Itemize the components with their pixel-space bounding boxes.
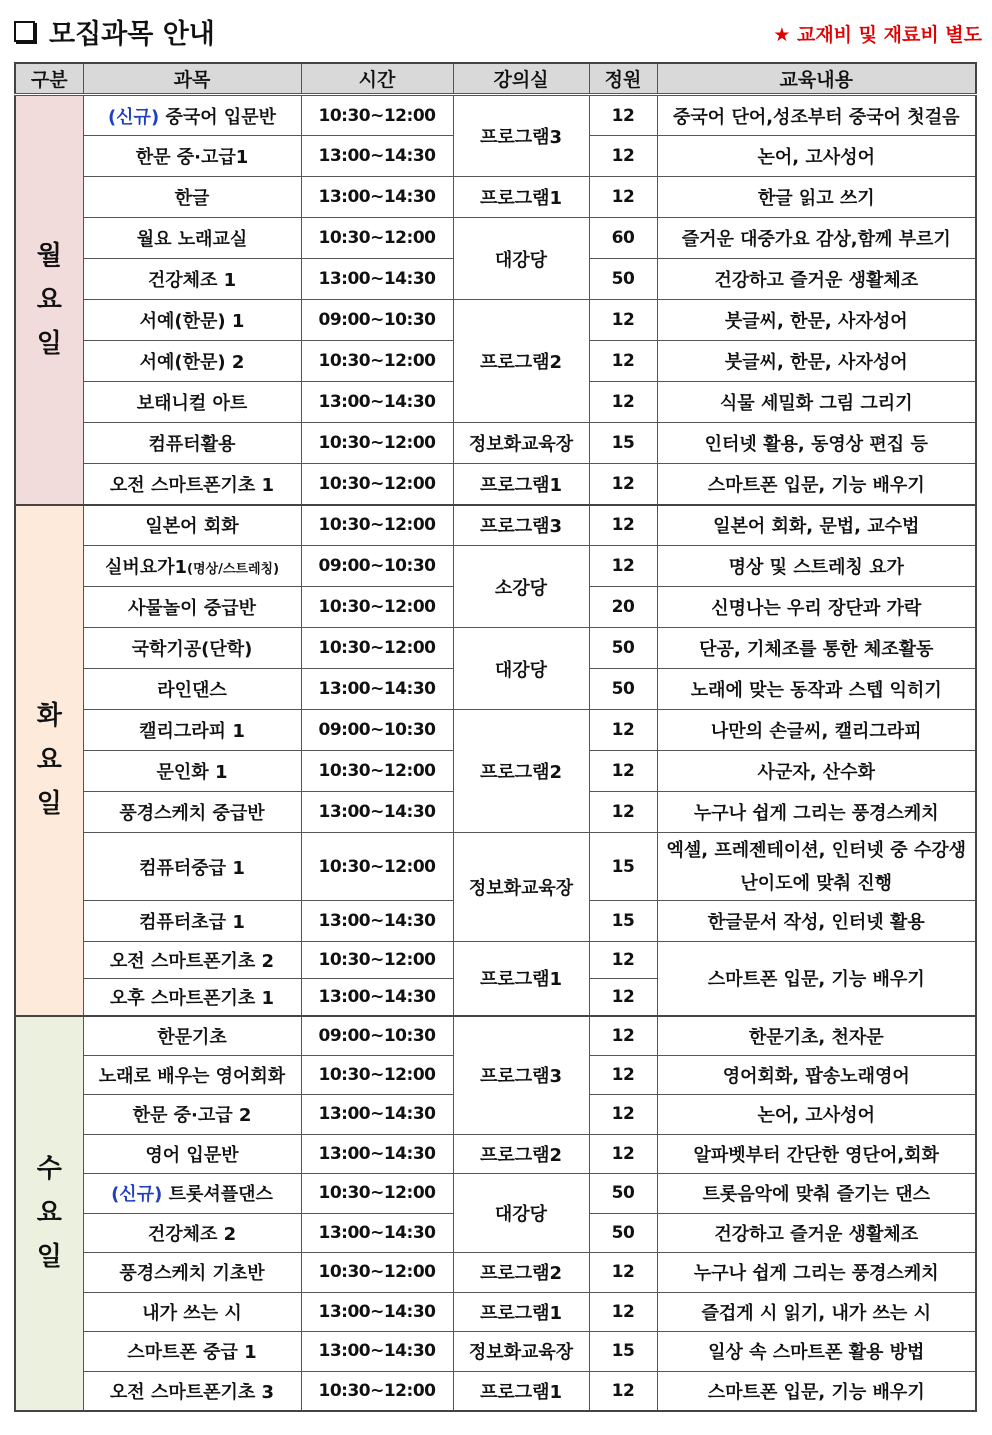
course-title: 영어 입문반 (145, 1144, 239, 1166)
capacity: 50 (589, 259, 657, 300)
capacity: 12 (589, 942, 657, 979)
course-content: 건강하고 즐거운 생활체조 (657, 259, 976, 300)
table-row (15, 628, 976, 669)
course-time: 13:00~14:30 (301, 177, 453, 218)
table-row (15, 300, 976, 341)
course-name (83, 1174, 301, 1214)
table-row (15, 505, 976, 546)
course-time: 10:30~12:00 (301, 1055, 453, 1095)
course-content: 논어, 고사성어 (657, 136, 976, 177)
course-name (83, 259, 301, 300)
classroom: 프로그램2 (453, 1134, 589, 1174)
capacity: 12 (589, 382, 657, 423)
classroom: 소강당 (453, 546, 589, 628)
course-title: 노래로 배우는 영어회화 (98, 1065, 286, 1087)
header-capacity: 정원 (589, 63, 657, 95)
capacity: 60 (589, 218, 657, 259)
course-title: 컴퓨터중급 1 (139, 857, 245, 879)
capacity: 12 (589, 979, 657, 1016)
capacity: 12 (589, 136, 657, 177)
table-row (15, 1134, 976, 1174)
course-title: 보태니컬 아트 (136, 393, 248, 414)
course-name (83, 1371, 301, 1411)
course-content: 인터넷 활용, 동영상 편집 등 (657, 423, 976, 464)
course-content: 명상 및 스트레칭 요가 (657, 546, 976, 587)
classroom: 프로그램1 (453, 464, 589, 505)
capacity: 12 (589, 710, 657, 751)
course-time: 13:00~14:30 (301, 136, 453, 177)
day-label: 화요일 (36, 701, 62, 819)
capacity: 12 (589, 464, 657, 505)
table-row (15, 942, 976, 979)
course-time: 09:00~10:30 (301, 710, 453, 751)
table-row (15, 1292, 976, 1332)
header-time: 시간 (301, 63, 453, 95)
course-title: 한문 중·고급 2 (132, 1105, 252, 1127)
course-content: 단공, 기체조를 통한 체조활동 (657, 628, 976, 669)
new-badge: (신규) (111, 1184, 163, 1206)
course-content: 건강하고 즐거운 생활체조 (657, 1213, 976, 1253)
course-name (83, 1055, 301, 1095)
course-time: 13:00~14:30 (301, 792, 453, 833)
classroom: 정보화교육장 (453, 833, 589, 942)
course-title: 서예(한문) 2 (139, 352, 245, 373)
course-title: 오전 스마트폰기초 1 (109, 474, 275, 496)
course-time: 10:30~12:00 (301, 942, 453, 979)
capacity: 12 (589, 1371, 657, 1411)
course-title: 컴퓨터초급 1 (139, 912, 245, 933)
course-name (83, 833, 301, 901)
capacity: 12 (589, 341, 657, 382)
title-text: 모집과목 안내 (49, 19, 215, 50)
day-cell (15, 1016, 83, 1411)
classroom: 프로그램2 (453, 1253, 589, 1293)
course-time: 10:30~12:00 (301, 505, 453, 546)
course-content: 한글 읽고 쓰기 (657, 177, 976, 218)
course-name (83, 1332, 301, 1372)
course-content: 트롯음악에 맞춰 즐기는 댄스 (657, 1174, 976, 1214)
classroom: 프로그램1 (453, 942, 589, 1016)
table-row (15, 1174, 976, 1214)
course-time: 10:30~12:00 (301, 423, 453, 464)
course-name (83, 901, 301, 942)
course-time: 13:00~14:30 (301, 1213, 453, 1253)
course-name (83, 218, 301, 259)
capacity: 12 (589, 1253, 657, 1293)
capacity: 15 (589, 423, 657, 464)
course-name (83, 546, 301, 587)
course-time: 10:30~12:00 (301, 341, 453, 382)
course-content: 일본어 회화, 문법, 교수법 (657, 505, 976, 546)
materials-note: ★ 교재비 및 재료비 별도 (773, 24, 982, 46)
course-time: 13:00~14:30 (301, 259, 453, 300)
course-time: 10:30~12:00 (301, 1253, 453, 1293)
course-content: 스마트폰 입문, 기능 배우기 (657, 1371, 976, 1411)
course-name (83, 1213, 301, 1253)
course-content: 알파벳부터 간단한 영단어,회화 (657, 1134, 976, 1174)
course-title: 풍경스케치 중급반 (119, 803, 265, 824)
course-name (83, 628, 301, 669)
classroom: 정보화교육장 (453, 423, 589, 464)
classroom: 대강당 (453, 218, 589, 300)
course-title: 중국어 입문반 (165, 106, 277, 128)
course-title: 오후 스마트폰기초 1 (109, 987, 275, 1009)
table-row (15, 1016, 976, 1056)
course-title: 오전 스마트폰기초 3 (109, 1381, 275, 1403)
course-time: 09:00~10:30 (301, 546, 453, 587)
capacity: 12 (589, 505, 657, 546)
classroom: 대강당 (453, 628, 589, 710)
classroom: 프로그램1 (453, 1371, 589, 1411)
course-content: 노래에 맞는 동작과 스텝 익히기 (657, 669, 976, 710)
capacity: 20 (589, 587, 657, 628)
course-content: 사군자, 산수화 (657, 751, 976, 792)
course-title: 일본어 회화 (145, 516, 239, 538)
course-title: 문인화 1 (156, 762, 228, 783)
course-title: 건강체조 2 (147, 1223, 237, 1245)
classroom: 프로그램3 (453, 505, 589, 546)
course-content: 한글문서 작성, 인터넷 활용 (657, 901, 976, 942)
course-time: 10:30~12:00 (301, 1174, 453, 1214)
course-content: 스마트폰 입문, 기능 배우기 (657, 464, 976, 505)
course-name (83, 464, 301, 505)
course-name (83, 587, 301, 628)
course-content: 스마트폰 입문, 기능 배우기 (657, 942, 976, 1016)
course-title: 서예(한문) 1 (139, 311, 245, 332)
course-time: 10:30~12:00 (301, 218, 453, 259)
capacity: 50 (589, 628, 657, 669)
course-name (83, 95, 301, 136)
capacity: 12 (589, 792, 657, 833)
course-title: 한글 (174, 188, 210, 209)
classroom: 프로그램3 (453, 95, 589, 177)
capacity: 12 (589, 300, 657, 341)
course-subtitle: (명상/스트레칭) (187, 562, 280, 577)
header-row (15, 63, 976, 95)
course-name (83, 136, 301, 177)
course-time: 13:00~14:30 (301, 1134, 453, 1174)
course-content: 영어회화, 팝송노래영어 (657, 1055, 976, 1095)
course-time: 13:00~14:30 (301, 382, 453, 423)
course-time: 13:00~14:30 (301, 1332, 453, 1372)
table-row (15, 1253, 976, 1293)
table-row (15, 423, 976, 464)
course-name (83, 423, 301, 464)
capacity: 12 (589, 546, 657, 587)
capacity: 12 (589, 1016, 657, 1056)
course-title: 스마트폰 중급 1 (127, 1342, 257, 1364)
course-title: 사물놀이 중급반 (128, 598, 256, 619)
capacity: 15 (589, 833, 657, 901)
course-title: 캘리그라피 1 (139, 721, 245, 742)
header-day: 구분 (15, 63, 83, 95)
day-cell (15, 95, 83, 505)
table-row (15, 1371, 976, 1411)
course-content: 중국어 단어,성조부터 중국어 첫걸음 (657, 95, 976, 136)
table-row (15, 710, 976, 751)
day-cell (15, 505, 83, 1016)
new-badge: (신규) (107, 106, 160, 128)
course-table (14, 62, 977, 1412)
classroom: 프로그램3 (453, 1016, 589, 1135)
course-content: 신명나는 우리 장단과 가락 (657, 587, 976, 628)
course-content: 누구나 쉽게 그리는 풍경스케치 (657, 792, 976, 833)
header-course: 과목 (83, 63, 301, 95)
course-time: 09:00~10:30 (301, 1016, 453, 1056)
classroom: 정보화교육장 (453, 1332, 589, 1372)
classroom: 프로그램1 (453, 177, 589, 218)
day-label: 수요일 (36, 1154, 62, 1272)
course-title: 컴퓨터활용 (148, 434, 236, 455)
course-title: 월요 노래교실 (136, 229, 248, 250)
course-name (83, 942, 301, 979)
course-name (83, 1253, 301, 1293)
capacity: 12 (589, 1292, 657, 1332)
course-title: 한문기초 (157, 1026, 227, 1048)
course-time: 10:30~12:00 (301, 464, 453, 505)
capacity: 50 (589, 1213, 657, 1253)
course-time: 10:30~12:00 (301, 628, 453, 669)
classroom: 프로그램2 (453, 710, 589, 833)
table-row (15, 833, 976, 901)
course-name (83, 669, 301, 710)
course-name (83, 382, 301, 423)
capacity: 15 (589, 901, 657, 942)
course-title: 내가 쓰는 시 (142, 1302, 242, 1324)
course-title: 풍경스케치 기초반 (119, 1263, 265, 1285)
course-title: 국학기공(단학) (131, 639, 253, 660)
course-name (83, 1095, 301, 1135)
course-time: 13:00~14:30 (301, 901, 453, 942)
course-time: 10:30~12:00 (301, 95, 453, 136)
course-time: 13:00~14:30 (301, 1292, 453, 1332)
course-title: 한문 중·고급1 (135, 147, 249, 168)
course-name (83, 1134, 301, 1174)
course-time: 13:00~14:30 (301, 1095, 453, 1135)
table-row (15, 546, 976, 587)
capacity: 50 (589, 1174, 657, 1214)
course-content: 누구나 쉽게 그리는 풍경스케치 (657, 1253, 976, 1293)
course-content: 붓글씨, 한문, 사자성어 (657, 341, 976, 382)
course-title: 트롯셔플댄스 (168, 1184, 273, 1206)
capacity: 12 (589, 751, 657, 792)
course-title: 건강체조 1 (147, 270, 237, 291)
course-time: 10:30~12:00 (301, 751, 453, 792)
course-name (83, 1016, 301, 1056)
classroom: 대강당 (453, 1174, 589, 1253)
course-content: 즐거운 대중가요 감상,함께 부르기 (657, 218, 976, 259)
classroom: 프로그램2 (453, 300, 589, 423)
day-label: 월요일 (36, 240, 62, 359)
course-content: 한문기초, 천자문 (657, 1016, 976, 1056)
capacity: 12 (589, 1055, 657, 1095)
header-room: 강의실 (453, 63, 589, 95)
capacity: 15 (589, 1332, 657, 1372)
course-name (83, 505, 301, 546)
course-name (83, 300, 301, 341)
course-name (83, 341, 301, 382)
table-row (15, 95, 976, 136)
table-row (15, 218, 976, 259)
course-title: 라인댄스 (157, 680, 227, 701)
table-row (15, 1332, 976, 1372)
course-title: 실버요가1 (104, 557, 188, 578)
checkbox-square-icon (14, 21, 35, 42)
course-name (83, 177, 301, 218)
table-row (15, 464, 976, 505)
capacity: 12 (589, 1134, 657, 1174)
page-title (14, 12, 215, 51)
course-name (83, 1292, 301, 1332)
capacity: 50 (589, 669, 657, 710)
course-title: 오전 스마트폰기초 2 (109, 951, 275, 972)
course-time: 13:00~14:30 (301, 669, 453, 710)
course-content: 엑셀, 프레젠테이션, 인터넷 중 수강생 난이도에 맞춰 진행 (657, 833, 976, 901)
capacity: 12 (589, 177, 657, 218)
course-name (83, 751, 301, 792)
capacity: 12 (589, 1095, 657, 1135)
course-time: 10:30~12:00 (301, 833, 453, 901)
course-content: 나만의 손글씨, 캘리그라피 (657, 710, 976, 751)
course-content: 일상 속 스마트폰 활용 방법 (657, 1332, 976, 1372)
course-time: 09:00~10:30 (301, 300, 453, 341)
capacity: 12 (589, 95, 657, 136)
course-name (83, 710, 301, 751)
classroom: 프로그램1 (453, 1292, 589, 1332)
course-time: 13:00~14:30 (301, 979, 453, 1016)
course-content: 식물 세밀화 그림 그리기 (657, 382, 976, 423)
header-content: 교육내용 (657, 63, 976, 95)
course-time: 10:30~12:00 (301, 587, 453, 628)
course-name (83, 792, 301, 833)
table-row (15, 177, 976, 218)
course-time: 10:30~12:00 (301, 1371, 453, 1411)
course-content: 논어, 고사성어 (657, 1095, 976, 1135)
course-content: 붓글씨, 한문, 사자성어 (657, 300, 976, 341)
course-name (83, 979, 301, 1016)
course-content: 즐겁게 시 읽기, 내가 쓰는 시 (657, 1292, 976, 1332)
